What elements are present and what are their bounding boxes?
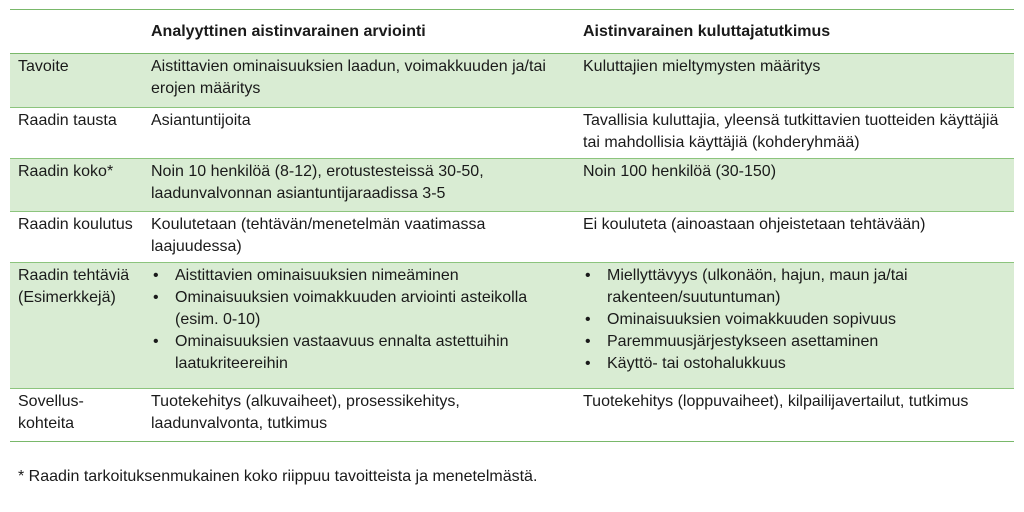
cell-consumer: Ei kouluteta (ainoastaan ohjeistetaan tehtävään) — [583, 216, 926, 233]
cell-analytical: Aistittavien ominaisuuksien laadun, voimakkuuden ja/tai erojen määritys — [151, 58, 546, 97]
cell-consumer: Noin 100 henkilöä (30-150) — [583, 163, 777, 180]
list-item: • Paremmuusjärjestykseen asettaminen — [607, 331, 1006, 353]
bullet-list-consumer — [583, 265, 1006, 375]
row-label: Sovellus-kohteita — [18, 393, 84, 432]
bullet-list-analytical — [151, 265, 565, 375]
cell-analytical — [141, 263, 573, 389]
comparison-table — [10, 9, 1014, 442]
list-item: • Miellyttävyys (ulkonäön, hajun, maun ja/tai rakenteen/suutuntuman) — [607, 265, 1006, 309]
table-row-raadin-koulutus — [10, 212, 1014, 263]
cell-analytical: Tuotekehitys (alkuvaiheet), prosessikehitys, laadunvalvonta, tutkimus — [151, 393, 460, 432]
cell-consumer: Kuluttajien mieltymysten määritys — [583, 58, 821, 75]
table-row-raadin-tausta — [10, 108, 1014, 159]
cell-analytical: Koulutetaan (tehtävän/menetelmän vaatimassa laajuudessa) — [151, 216, 486, 255]
list-item: • Ominaisuuksien voimakkuuden sopivuus — [607, 309, 1006, 331]
cell-consumer — [573, 263, 1014, 389]
cell-consumer: Tuotekehitys (loppuvaiheet), kilpailijavertailut, tutkimus — [583, 393, 969, 410]
row-label: Raadin tehtäviä (Esimerkkejä) — [18, 267, 130, 306]
table-header-row — [10, 10, 1014, 54]
table-row-tavoite — [10, 54, 1014, 108]
table-row-raadin-koko — [10, 159, 1014, 212]
cell-analytical: Noin 10 henkilöä (8-12), erotustesteissä 30-50, laadunvalvonnan asiantuntijaraadissa 3-5 — [151, 163, 484, 202]
list-item: • Ominaisuuksien voimakkuuden arviointi asteikolla (esim. 0-10) — [175, 287, 565, 331]
row-label: Raadin tausta — [18, 112, 117, 129]
table-row-sovelluskohteita — [10, 389, 1014, 442]
row-label: Raadin koko* — [18, 163, 114, 180]
list-item: • Käyttö- tai ostohalukkuus — [607, 353, 1006, 375]
header-cell-empty — [10, 10, 141, 54]
cell-consumer: Tavallisia kuluttajia, yleensä tutkittavien tuotteiden käyttäjiä tai mahdollisia käyttäjiä (kohderyhmää) — [583, 112, 999, 151]
row-label: Raadin koulutus — [18, 216, 133, 233]
row-label: Tavoite — [18, 58, 69, 75]
list-item: • Aistittavien ominaisuuksien nimeäminen — [175, 265, 565, 287]
header-consumer: Aistinvarainen kuluttajatutkimus — [583, 23, 831, 40]
footnote: * Raadin tarkoituksenmukainen koko riippuu tavoitteista ja menetelmästä. — [18, 468, 538, 485]
list-item: • Ominaisuuksien vastaavuus ennalta astettuihin laatukriteereihin — [175, 331, 565, 375]
cell-analytical: Asiantuntijoita — [151, 112, 251, 129]
header-analytical: Analyyttinen aistinvarainen arviointi — [151, 23, 426, 40]
table-row-raadin-tehtavia — [10, 263, 1014, 389]
